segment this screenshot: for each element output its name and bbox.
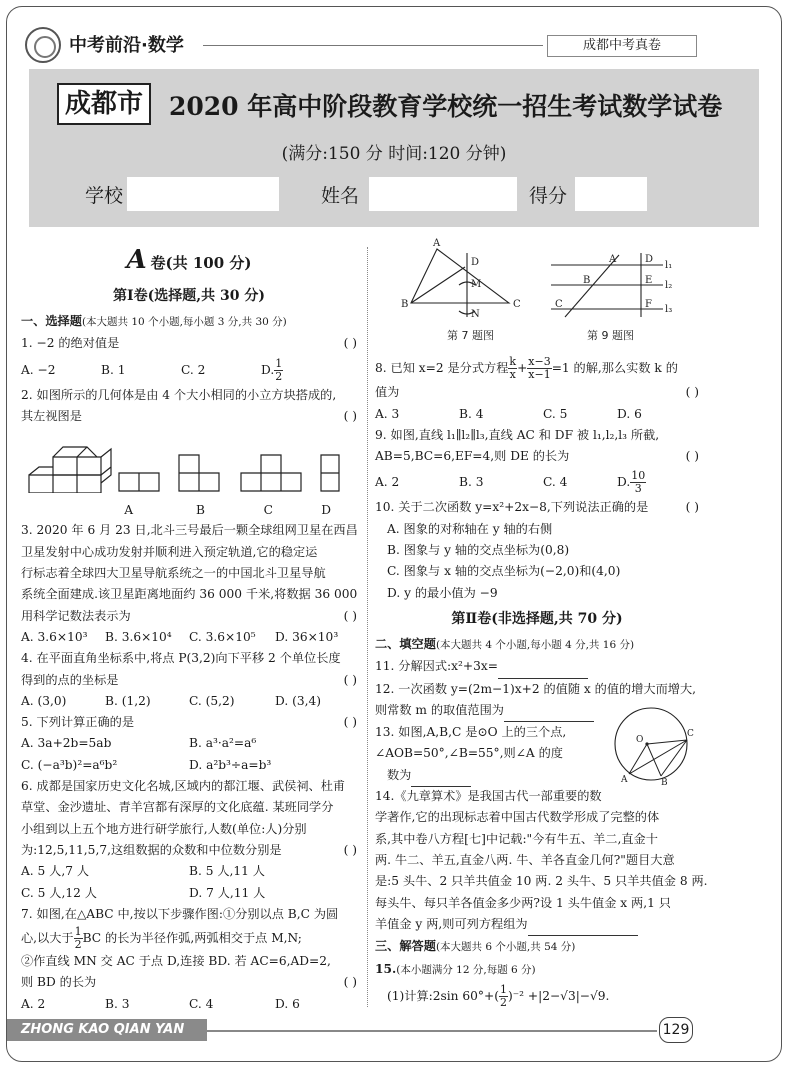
q14-line5: 是:5 头牛、2 只羊共值金 10 两. 2 头牛、5 只羊共值金 8 两.: [375, 874, 708, 889]
q2-line1: 2. 如图所示的几何体是由 4 个大小相同的小立方块搭成的,: [21, 387, 337, 402]
q4-opt-a[interactable]: A. (3,0): [21, 693, 67, 708]
fig7-label-m: M: [471, 279, 482, 290]
q6-opt-d[interactable]: D. 7 人,11 人: [189, 885, 266, 900]
q14-blank[interactable]: [528, 914, 638, 936]
fig9-label-f: F: [645, 299, 652, 310]
score-label: 得分: [529, 185, 568, 207]
q10-answer[interactable]: ( ): [685, 500, 699, 515]
section-a-letter: A: [126, 245, 147, 275]
q9-opt-b[interactable]: B. 3: [459, 475, 484, 490]
fig9-label-l3: l₃: [665, 304, 673, 315]
q9-answer[interactable]: ( ): [685, 449, 699, 464]
q6-line1: 6. 成都是国家历史文化名城,区域内的都江堰、武侯祠、杜甫: [21, 779, 346, 794]
q9-line2: [375, 446, 699, 467]
q7-text: 则 BD 的长为: [21, 975, 97, 990]
name-field[interactable]: [369, 177, 517, 211]
q4-text: 得到的点的坐标是: [21, 672, 119, 687]
fig9-label-l1: l₁: [665, 260, 673, 271]
fig7-caption: 第 7 题图: [447, 329, 494, 342]
q1-opt-d-fraction: [274, 358, 283, 383]
exam-subtitle: (满分:150 分 时间:120 分钟): [281, 144, 507, 164]
fig13-label-b: B: [661, 778, 668, 787]
q7-fraction: [74, 926, 83, 951]
q2-text: 其左视图是: [21, 408, 82, 423]
q3-opt-c[interactable]: C. 3.6×10⁵: [189, 629, 256, 644]
q6-opt-b[interactable]: B. 5 人,11 人: [189, 864, 265, 879]
column-divider: [367, 247, 368, 1007]
q11-text: 11. 分解因式:x²+3x=: [375, 659, 498, 674]
q13-text: 数为: [387, 767, 412, 782]
fig13-label-c: C: [687, 729, 694, 740]
figures-7-9: [375, 235, 699, 347]
q8-f2-numerator: x−3: [528, 355, 551, 369]
q5-answer[interactable]: ( ): [343, 715, 357, 730]
figure-7: [411, 249, 509, 317]
fig9-label-c: C: [555, 299, 563, 310]
q10-text: 10. 关于二次函数 y=x²+2x−8,下列说法正确的是: [375, 500, 649, 515]
q7-denominator: 2: [74, 938, 82, 952]
q8-line1: [375, 354, 699, 382]
q8-plus: +: [517, 361, 528, 376]
section-a-heading: [21, 243, 357, 281]
q8-f1-numerator: k: [509, 355, 517, 369]
page-number: 129: [659, 1017, 693, 1043]
q5-opt-d[interactable]: D. a²b³÷a=b³: [189, 757, 272, 772]
series-title: 中考前沿·数学: [69, 35, 184, 56]
q3-line3: 行标志着全球四大卫星导航系统之一的中国北斗卫星导航: [21, 566, 326, 581]
q4-opt-b[interactable]: B. (1,2): [105, 693, 151, 708]
q3-opt-b[interactable]: B. 3.6×10⁴: [105, 629, 172, 644]
q12-text: 则常数 m 的取值范围为: [375, 702, 504, 717]
q3-answer[interactable]: ( ): [343, 608, 357, 623]
q14-line3: 系,其中卷八方程[七]中记载:"今有牛五、羊二,直金十: [375, 831, 658, 846]
fig13-label-a: A: [621, 775, 628, 786]
fig7-label-a: A: [433, 238, 441, 249]
q15-text-a: (1)计算:2sin 60°+(: [387, 988, 499, 1003]
q2-options: [21, 500, 357, 520]
fig9-label-b: B: [583, 275, 591, 286]
q1-opt-d-label: D.: [261, 362, 275, 377]
fig7-label-c: C: [513, 299, 521, 310]
q6-line3: 小组到以上五个地方进行研学旅行,人数(单位:人)分别: [21, 821, 307, 836]
exam-page: [6, 6, 782, 1062]
q10: [375, 497, 699, 518]
q5-opt-a[interactable]: A. 3a+2b=5ab: [21, 736, 112, 751]
exam-title: 2020 年高中阶段教育学校统一招生考试数学试卷: [169, 92, 723, 121]
q8-opt-d[interactable]: D. 6: [617, 406, 642, 421]
q8-fraction-2: [527, 356, 551, 381]
fig7-label-n: N: [471, 309, 480, 320]
q7-opt-c[interactable]: C. 4: [189, 996, 214, 1011]
q4-line1: 4. 在平面直角坐标系中,将点 P(3,2)向下平移 2 个单位长度: [21, 651, 341, 666]
q8-text-b: =1 的解,那么实数 k 的: [551, 361, 678, 376]
q2-answer[interactable]: ( ): [343, 408, 357, 423]
q5-options-row2: [21, 755, 357, 776]
q6-options-row2: [21, 883, 357, 904]
q8-answer[interactable]: ( ): [685, 385, 699, 400]
q8-opt-c[interactable]: C. 5: [543, 406, 568, 421]
q6-opt-c[interactable]: C. 5 人,12 人: [21, 885, 97, 900]
title-band: [29, 69, 759, 227]
q7-answer[interactable]: ( ): [343, 975, 357, 990]
q4-line2: [21, 670, 357, 691]
section-a-rest: 卷(共 100 分): [150, 254, 252, 272]
q6-line2: 草堂、金沙遗址、青羊宫都有深厚的文化底蕴. 某班同学分: [21, 800, 334, 815]
solve-head: 三、解答题: [375, 939, 436, 954]
q15-text-b: )⁻² +|2−√3|−√9.: [507, 988, 610, 1003]
q15-part1: [375, 981, 699, 1011]
q3-options: [21, 627, 357, 648]
q10-opt-a[interactable]: A. 图象的对称轴在 y 轴的右侧: [387, 521, 553, 536]
q14-line7: [375, 914, 699, 936]
q3-line5: [21, 606, 357, 627]
q7-text-a: 心,以大于: [21, 931, 74, 946]
q14-line6: 每头牛、每只羊各值金多少两?设 1 头牛值金 x 两,1 只: [375, 895, 671, 910]
q9-d-numerator: 10: [631, 469, 646, 483]
q7-opt-b[interactable]: B. 3: [105, 996, 130, 1011]
logo-icon: [25, 27, 61, 63]
q15-fraction: [499, 984, 508, 1009]
q6-text: 为:12,5,11,5,7,这组数据的众数和中位数分别是: [21, 842, 282, 857]
q7-line2: [21, 925, 357, 951]
q12-blank[interactable]: [504, 700, 594, 722]
q9-line1: 9. 如图,直线 l₁∥l₂∥l₃,直线 AC 和 DF 被 l₁,l₂,l₃ 所截,: [375, 427, 660, 442]
q4-answer[interactable]: ( ): [343, 672, 357, 687]
fig13-label-o: O: [636, 735, 644, 746]
q7-text-b: BC 的长为半径作弧,两弧相交于点 M,N;: [82, 931, 302, 946]
fig9-label-d: D: [645, 254, 654, 265]
q7-numerator: 1: [74, 925, 82, 939]
fig7-label-d: D: [471, 257, 480, 268]
q8-text-a: 8. 已知 x=2 是分式方程: [375, 361, 509, 376]
q15-numerator: 1: [499, 982, 507, 996]
q1-answer[interactable]: ( ): [343, 336, 357, 351]
q4-opt-c[interactable]: C. (5,2): [189, 693, 235, 708]
q15-denominator: 2: [499, 995, 507, 1009]
footer-rule: [207, 1030, 657, 1032]
fill-heading: [375, 634, 699, 656]
view-c: [241, 455, 301, 491]
q1-options: [21, 355, 357, 385]
q14-line2: 学著作,它的出现标志着中国古代数学形成了完整的体: [375, 810, 660, 825]
q9-opt-d-label: D.: [617, 475, 631, 490]
q3-line2: 卫星发射中心成功发射并顺利进入预定轨道,它的稳定运: [21, 544, 318, 559]
q4-options: [21, 691, 357, 712]
fig9-label-e: E: [645, 275, 653, 286]
q15-heading: [375, 959, 699, 981]
q14-text: 羊值金 y 两,则可列方程组为: [375, 916, 528, 931]
view-d: [321, 455, 339, 491]
q1-d-numerator: 1: [275, 356, 283, 370]
q10-opt-c[interactable]: C. 图象与 x 轴的交点坐标为(−2,0)和(4,0): [387, 564, 621, 579]
q2-opt-b[interactable]: B: [196, 503, 205, 518]
q5-options-row1: [21, 733, 357, 754]
q14-line4: 两. 牛二、羊五,直金八两. 牛、羊各直金几何?"题目大意: [375, 853, 675, 868]
q6-opt-a[interactable]: A. 5 人,7 人: [21, 864, 90, 879]
q6-answer[interactable]: ( ): [343, 842, 357, 857]
q2-opt-a[interactable]: A: [124, 503, 133, 518]
q8-f2-denominator: x−1: [528, 368, 551, 382]
fig9-label-a: A: [609, 254, 617, 265]
solid-cubes: [29, 447, 111, 493]
q2-opt-d[interactable]: D: [321, 503, 331, 518]
figure-13: [611, 702, 695, 786]
q6-line4: [21, 840, 357, 861]
q13-block: [375, 722, 699, 786]
fig9-caption: 第 9 题图: [587, 329, 634, 342]
q4-opt-d[interactable]: D. (3,4): [275, 693, 321, 708]
q6-options-row1: [21, 861, 357, 882]
q1: [21, 333, 357, 354]
choice-note: (本大题共 10 个小题,每小题 3 分,共 30 分): [81, 316, 287, 328]
q1-d-denominator: 2: [275, 369, 283, 383]
q1-opt-d[interactable]: [261, 355, 283, 385]
q10-opt-b[interactable]: B. 图象与 y 轴的交点坐标为(0,8): [387, 543, 570, 558]
q8-text: 值为: [375, 385, 400, 400]
q8-opt-b[interactable]: B. 4: [459, 406, 484, 421]
q3-line1: 3. 2020 年 6 月 23 日,北斗三号最后一颗全球组网卫星在西昌: [21, 523, 358, 538]
score-field[interactable]: [575, 177, 647, 211]
fill-note: (本大题共 4 个小题,每小题 4 分,共 16 分): [435, 638, 635, 651]
header-rule: [203, 45, 543, 46]
q10-opt-d[interactable]: D. y 的最小值为 −9: [387, 585, 498, 600]
q1-opt-c[interactable]: C. 2: [181, 362, 206, 377]
q9-opt-c[interactable]: C. 4: [543, 475, 568, 490]
title-city: 成都市: [57, 83, 151, 125]
q8-f1-denominator: x: [509, 368, 516, 382]
view-b: [179, 455, 219, 491]
q5-opt-b[interactable]: B. a³·a²=a⁶: [189, 736, 257, 751]
header-tag: 成都中考真卷: [547, 35, 697, 57]
name-label: 姓名: [321, 185, 360, 207]
q13-line1: 13. 如图,A,B,C 是⊙O 上的三个点,: [375, 725, 567, 740]
q11-blank[interactable]: [498, 656, 588, 678]
part-one-title: 第Ⅰ卷(选择题,共 30 分): [113, 288, 265, 304]
choice-heading: [21, 311, 357, 333]
q14-line1: 14.《九章算术》是我国古代一部重要的数: [375, 789, 602, 804]
q8-opt-a[interactable]: A. 3: [375, 406, 400, 421]
q7-opt-a[interactable]: A. 2: [21, 996, 46, 1011]
q8-fraction-1: [508, 356, 517, 381]
q5-opt-c[interactable]: C. (−a³b)²=a⁶b²: [21, 757, 118, 772]
fig7-label-b: B: [401, 299, 409, 310]
q13-line2: ∠AOB=50°,∠B=55°,则∠A 的度: [375, 746, 563, 761]
q9-d-fraction: [630, 470, 646, 495]
q1-text: 1. −2 的绝对值是: [21, 336, 120, 351]
q5: [21, 712, 357, 733]
solve-heading: [375, 936, 699, 958]
choice-head: 一、选择题: [21, 314, 82, 328]
q2-line2: [21, 406, 357, 427]
q13-blank[interactable]: [411, 765, 471, 787]
q1-opt-b[interactable]: B. 1: [101, 362, 126, 377]
left-column: [21, 243, 357, 1015]
q12-line1: 12. 一次函数 y=(2m−1)x+2 的值随 x 的值的增大而增大,: [375, 681, 697, 696]
school-label: 学校: [85, 185, 124, 207]
q1-opt-a[interactable]: A. −2: [21, 362, 56, 377]
q15-note: (本小题满分 12 分,每题 6 分): [396, 963, 536, 976]
solve-note: (本大题共 6 个小题,共 54 分): [435, 941, 576, 954]
q7-opt-d[interactable]: D. 6: [275, 996, 300, 1011]
q9-opt-d[interactable]: [617, 467, 646, 497]
q7-line1: 7. 如图,在△ABC 中,按以下步骤作图:①分别以点 B,C 为圆: [21, 906, 339, 921]
footer-brand: ZHONG KAO QIAN YAN: [7, 1019, 207, 1041]
q9-options: [375, 467, 699, 497]
part-two-title: 第Ⅱ卷(非选择题,共 70 分): [451, 610, 623, 627]
q2-opt-c[interactable]: C: [263, 503, 273, 518]
q3-text: 用科学记数法表示为: [21, 608, 131, 623]
q7-options: [21, 994, 357, 1015]
school-field[interactable]: [127, 177, 279, 211]
q3-opt-d[interactable]: D. 36×10³: [275, 629, 339, 644]
fig9-label-l2: l₂: [665, 280, 673, 291]
q8-line2: [375, 382, 699, 403]
q7-line3: ②作直线 MN 交 AC 于点 D,连接 BD. 若 AC=6,AD=2,: [21, 954, 331, 969]
q9-opt-a[interactable]: A. 2: [375, 475, 400, 490]
q5-text: 5. 下列计算正确的是: [21, 715, 135, 730]
q3-opt-a[interactable]: A. 3.6×10³: [21, 629, 88, 644]
view-a: [119, 473, 159, 491]
q7-line4: [21, 972, 357, 993]
q9-text: AB=5,BC=6,EF=4,则 DE 的长为: [375, 449, 570, 464]
q11: [375, 656, 699, 678]
q2-figure: [21, 427, 357, 493]
q9-d-denominator: 3: [634, 482, 642, 496]
q3-line4: 系统全面建成.该卫星距离地面约 36 000 千米,将数据 36 000: [21, 587, 358, 602]
q8-options: [375, 404, 699, 425]
fill-head: 二、填空题: [375, 636, 436, 651]
q15-number: 15.: [375, 961, 397, 976]
right-column: [375, 235, 708, 1011]
